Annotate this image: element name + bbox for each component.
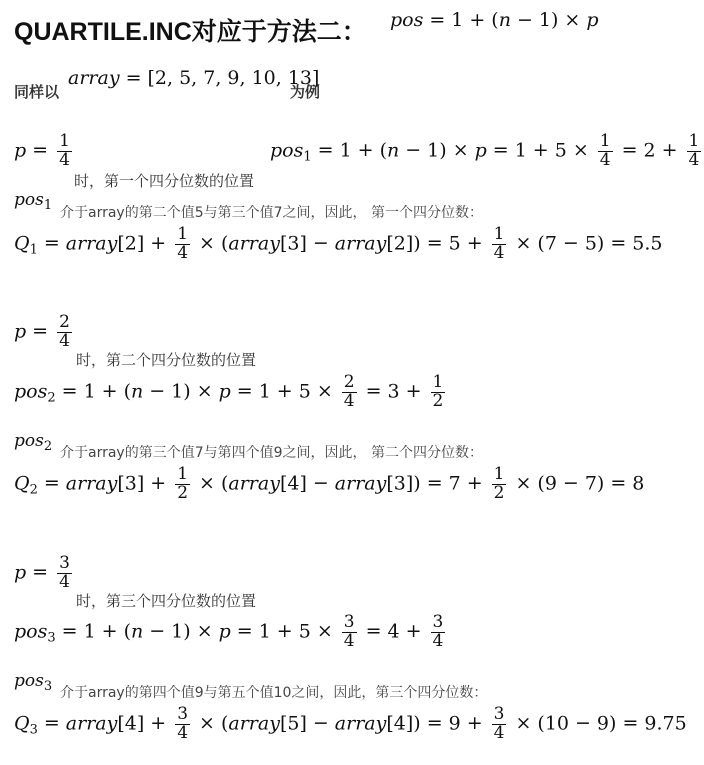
title-formula: pos = 1 + (n − 1) × p: [390, 9, 599, 31]
s2-q-result: 8: [632, 472, 645, 495]
intro-array-formula: array = [2, 5, 7, 9, 10, 13]: [68, 67, 320, 89]
s3-q-formula: $Q_3$ = array[4] + $\frac{3}{4}$ × (array[5] − array[4]) = 9 + $\frac{3}{4}$ × (10 − 9) = 9.75: [14, 704, 687, 743]
s1-pos-ref: pos$_1$: [14, 190, 53, 213]
s1-explain: 介于array的第二个值5与第三个值7之间，因此， 第一个四分位数：: [60, 205, 483, 221]
s2-pos-formula: pos$_2$ = 1 + (n − 1) × p = 1 + 5 × $\frac{2}{4}$ = 3 + $\frac{1}{2}$: [14, 372, 444, 411]
s1-time-label: 时，第一个四分位数的位置: [74, 172, 255, 190]
s3-explain: 介于array的第四个值9与第五个值10之间，因此，第三个四分位数：: [60, 685, 488, 701]
intro-prefix: 同样以: [14, 83, 60, 101]
s1-q-result: 5.5: [632, 232, 663, 255]
s3-q-result: 9.75: [644, 712, 687, 735]
s2-time-label: 时，第二个四分位数的位置: [76, 351, 257, 369]
s2-p-formula: p = $\frac{2}{4}$: [14, 312, 70, 351]
s3-pos-formula: pos$_3$ = 1 + (n − 1) × p = 1 + 5 × $\frac{3}{4}$ = 4 + $\frac{3}{4}$: [14, 612, 444, 651]
s3-pos-ref: pos$_3$: [14, 671, 53, 694]
page-title: QUARTILE.INC对应于方法二：: [14, 18, 367, 46]
s2-q-formula: $Q_2$ = array[3] + $\frac{1}{2}$ × (array[4] − array[3]) = 7 + $\frac{1}{2}$ × (9 − 7) = 8: [14, 464, 645, 503]
s1-p-formula: p = $\frac{1}{4}$: [14, 131, 70, 170]
intro-array-values: 2, 5, 7, 9, 10, 13: [154, 67, 313, 89]
s2-explain: 介于array的第三个值7与第四个值9之间，因此， 第二个四分位数：: [60, 445, 483, 461]
s2-pos-ref: pos$_2$: [14, 431, 53, 454]
s3-p-formula: p = $\frac{3}{4}$: [14, 553, 70, 592]
s1-pos-formula: pos$_1$ = 1 + (n − 1) × p = 1 + 5 × $\frac{1}{4}$ = 2 + $\frac{1}{4}$: [270, 131, 700, 170]
s3-time-label: 时，第三个四分位数的位置: [76, 592, 257, 610]
intro-suffix: 为例: [290, 83, 321, 101]
s1-q-formula: $Q_1$ = array[2] + $\frac{1}{4}$ × (array[3] − array[2]) = 5 + $\frac{1}{4}$ × (7 − 5) = 5.5: [14, 224, 663, 263]
